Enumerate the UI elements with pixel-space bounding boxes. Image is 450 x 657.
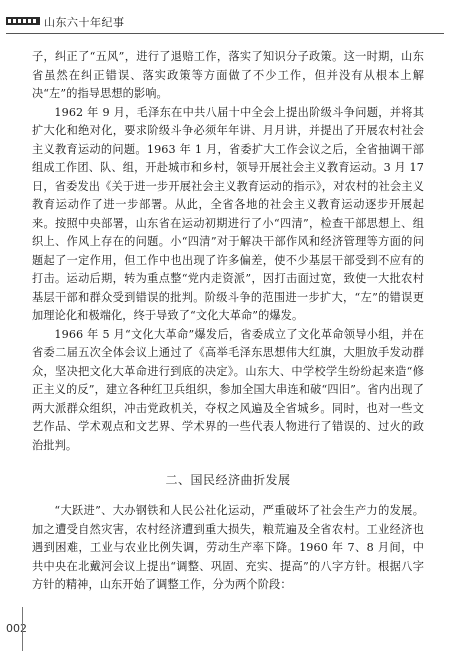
book-title: 山东六十年纪事: [44, 16, 125, 29]
paragraph: “大跃进”、大办钢铁和人民公社化运动，严重破坏了社会生产力的发展。加之遭受自然灾害，农村经济遭到重大损失，粮荒遍及全省农村。工业经济也遇到困难，工业与农业比例失调，劳动生产率下降。1960 年 7、8 月间，中共中央在北戴河会议上提出“调整、巩固、充实、提高”的八字方针。根据八字方针的精神，山东开始了调整工作，分为两个阶段：: [32, 504, 424, 591]
header-divider: [6, 33, 444, 34]
paragraph: 1962 年 9 月，毛泽东在中共八届十中全会上提出阶级斗争问题，并将其扩大化和绝对化，要求阶级斗争必须年年讲、月月讲，并提出了开展农村社会主义教育运动的问题。1963 年 1 月，省委扩大工作会议之后，全省抽调干部组成工作团、队、组，开赴城市和乡村，领导开展社会主义教育运动。3 月 17 日，省委发出《关于进一步开展社会主义教育运动的指示》，对农村的社会主义教育运动作了进一步部署。从此，全省各地的社会主义教育运动逐步开展起来。按照中央部署，山东省在运动初期进行了小“四清”，检查干部思想上、组织上、作风上存在的问题。小“四清”对于解决干部作风和经济管理等方面的问题起了一定作用，但工作中也出现了许多偏差，使不少基层干部受到不应有的打击。运动后期，转为重点整“党内走资派”，因打击面过宽，致使一大批农村基层干部和群众受到错误的批判。阶级斗争的范围进一步扩大，“左”的错误更加理论化和极端化，终于导致了“文化大革命”的爆发。: [32, 105, 424, 322]
running-header: [0, 10, 450, 32]
paragraph: 子，纠正了“五风”，进行了退赔工作，落实了知识分子政策。这一时期，山东省虽然在纠正错误、落实政策等方面做了不少工作，但并没有从根本上解决“左”的指导思想的影响。: [32, 50, 424, 100]
paragraph: 1966 年 5 月“文化大革命”爆发后，省委成立了文化革命领导小组，并在省委二届五次全体会议上通过了《高举毛泽东思想伟大红旗，大胆放手发动群众，坚决把文化大革命进行到底的决定》。山东大、中学校学生纷纷起来造“修正主义的反”，建立各种红卫兵组织，参加全国大串连和破“四旧”。省内出现了两大派群众组织，冲击党政机关，夺权之风遍及全省城乡。同时，也对一些文艺作品、学术观点和文艺界、学术界的一些代表人物进行了错误的、过火的政治批判。: [32, 327, 424, 452]
main-text: [32, 48, 424, 595]
header-ornament-icon: [6, 16, 40, 26]
page-number: 002: [6, 622, 27, 635]
section-heading: 二、国民经济曲折发展: [165, 473, 291, 487]
page-number-divider: [22, 607, 23, 651]
